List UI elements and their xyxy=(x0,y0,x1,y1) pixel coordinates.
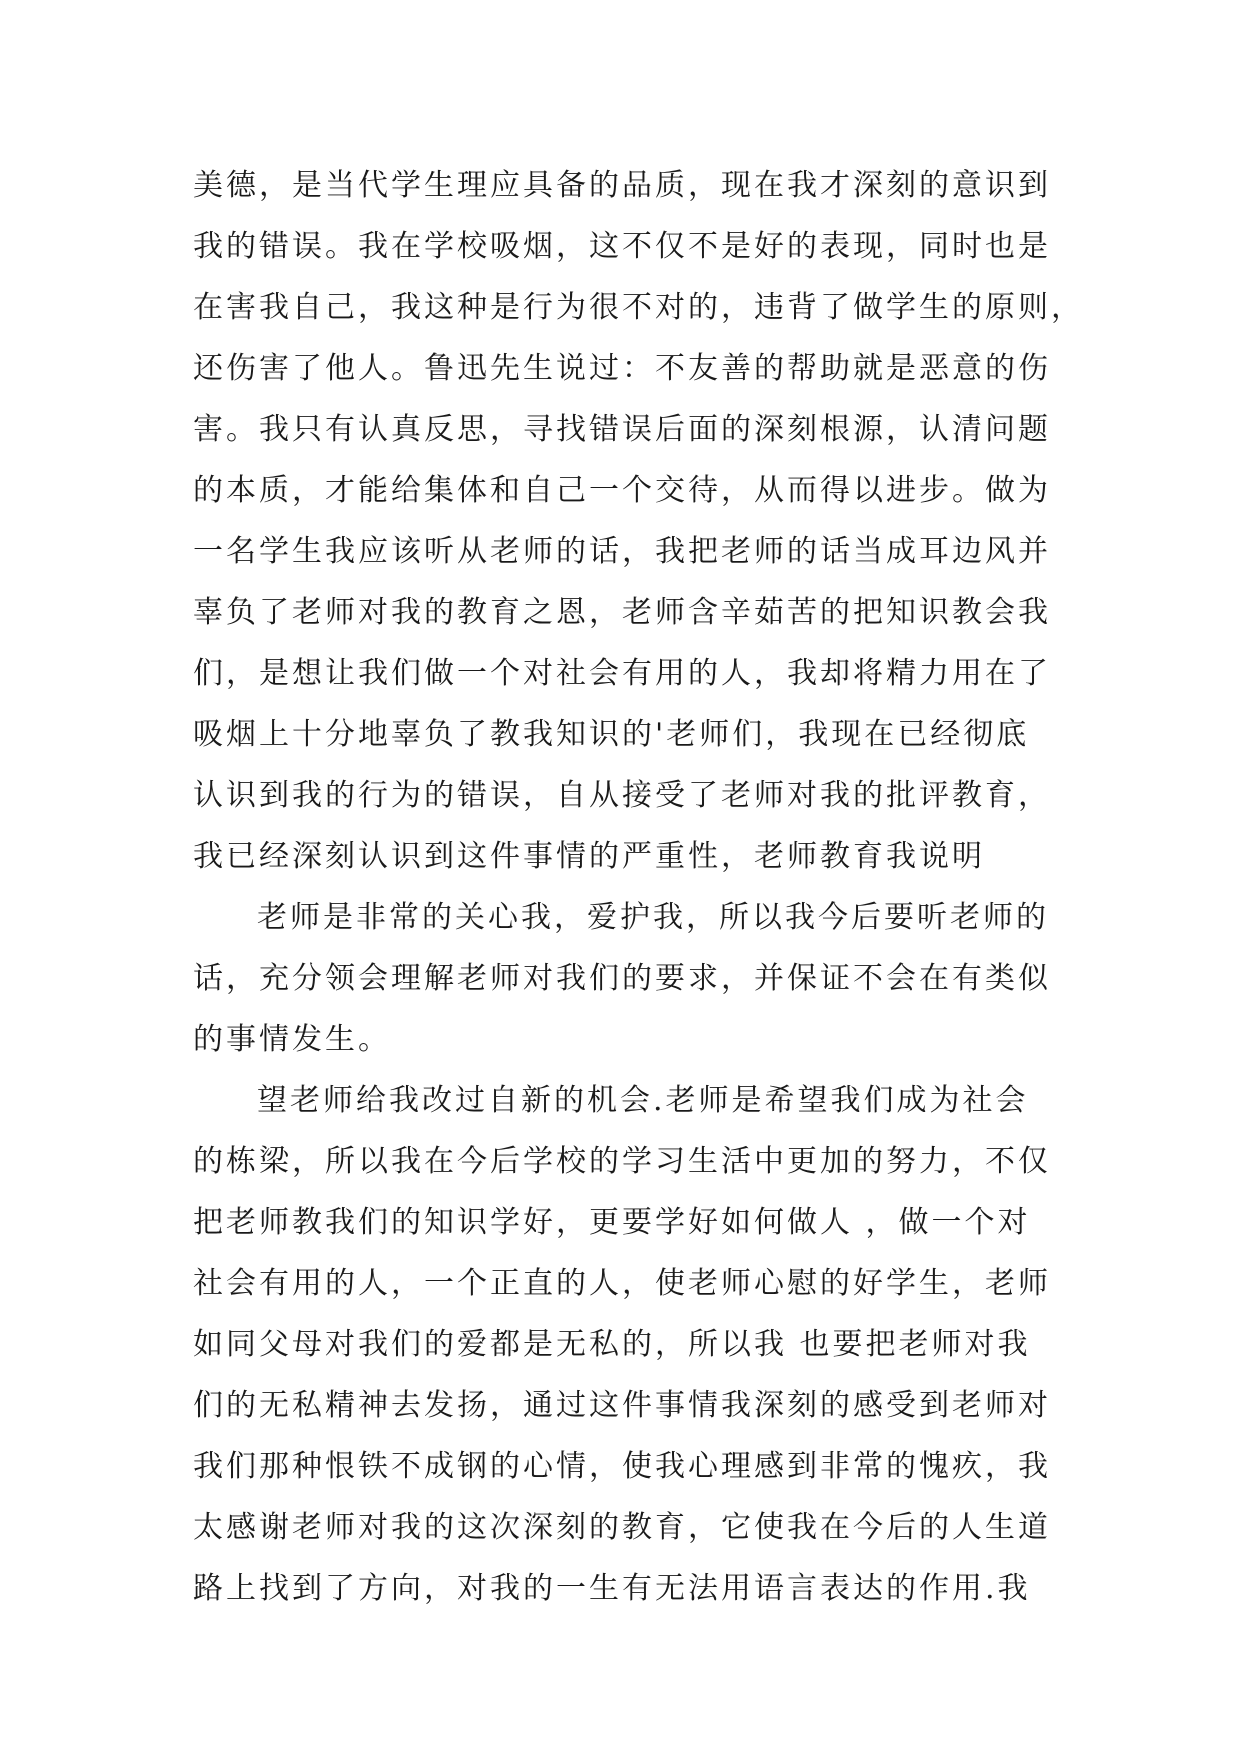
text-line: 认识到我的行为的错误，自从接受了老师对我的批评教育， xyxy=(193,778,1051,813)
text-line: 还伤害了他人。鲁迅先生说过：不友善的帮助就是恶意的伤 xyxy=(193,351,1051,386)
text-line: 望老师给我改过自新的机会.老师是希望我们成为社会 xyxy=(257,1083,1029,1118)
text-line: 们的无私精神去发扬，通过这件事情我深刻的感受到老师对 xyxy=(193,1388,1051,1423)
text-line: 的本质，才能给集体和自己一个交待，从而得以进步。做为 xyxy=(193,473,1051,508)
text-line: 社会有用的人，一个正直的人，使老师心慰的好学生，老师 xyxy=(193,1266,1051,1301)
document-body xyxy=(193,155,1084,1619)
text-line: 的栋梁，所以我在今后学校的学习生活中更加的努力，不仅 xyxy=(193,1144,1051,1179)
text-line: 们，是想让我们做一个对社会有用的人，我却将精力用在了 xyxy=(193,656,1051,691)
text-line: 如同父母对我们的爱都是无私的，所以我 也要把老师对我 xyxy=(193,1327,1031,1362)
text-line: 老师是非常的关心我，爱护我，所以我今后要听老师的 xyxy=(257,900,1049,935)
text-line: 美德，是当代学生理应具备的品质，现在我才深刻的意识到 xyxy=(193,168,1051,203)
text-line: 路上找到了方向，对我的一生有无法用语言表达的作用.我 xyxy=(193,1571,1031,1606)
text-line: 我们那种恨铁不成钢的心情，使我心理感到非常的愧疚，我 xyxy=(193,1449,1051,1484)
text-line: 我的错误。我在学校吸烟，这不仅不是好的表现，同时也是 xyxy=(193,229,1051,264)
text-line: 的事情发生。 xyxy=(193,1022,391,1057)
text-line: 吸烟上十分地辜负了教我知识的'老师们，我现在已经彻底 xyxy=(193,717,1030,752)
paragraph-3 xyxy=(193,1070,1053,1619)
text-line: 我已经深刻认识到这件事情的严重性，老师教育我说明 xyxy=(193,839,985,874)
text-line: 害。我只有认真反思，寻找错误后面的深刻根源，认清问题 xyxy=(193,412,1051,447)
text-line: 太感谢老师对我的这次深刻的教育，它使我在今后的人生道 xyxy=(193,1510,1051,1545)
text-line: 在害我自己，我这种是行为很不对的，违背了做学生的原则， xyxy=(193,290,1084,325)
text-line: 一名学生我应该听从老师的话，我把老师的话当成耳边风并 xyxy=(193,534,1051,569)
text-line: 话，充分领会理解老师对我们的要求，并保证不会在有类似 xyxy=(193,961,1051,996)
text-line: 把老师教我们的知识学好，更要学好如何做人 ，做一个对 xyxy=(193,1205,1031,1240)
paragraph-1 xyxy=(193,155,1084,887)
text-line: 辜负了老师对我的教育之恩，老师含辛茹苦的把知识教会我 xyxy=(193,595,1051,630)
paragraph-2 xyxy=(193,887,1053,1070)
